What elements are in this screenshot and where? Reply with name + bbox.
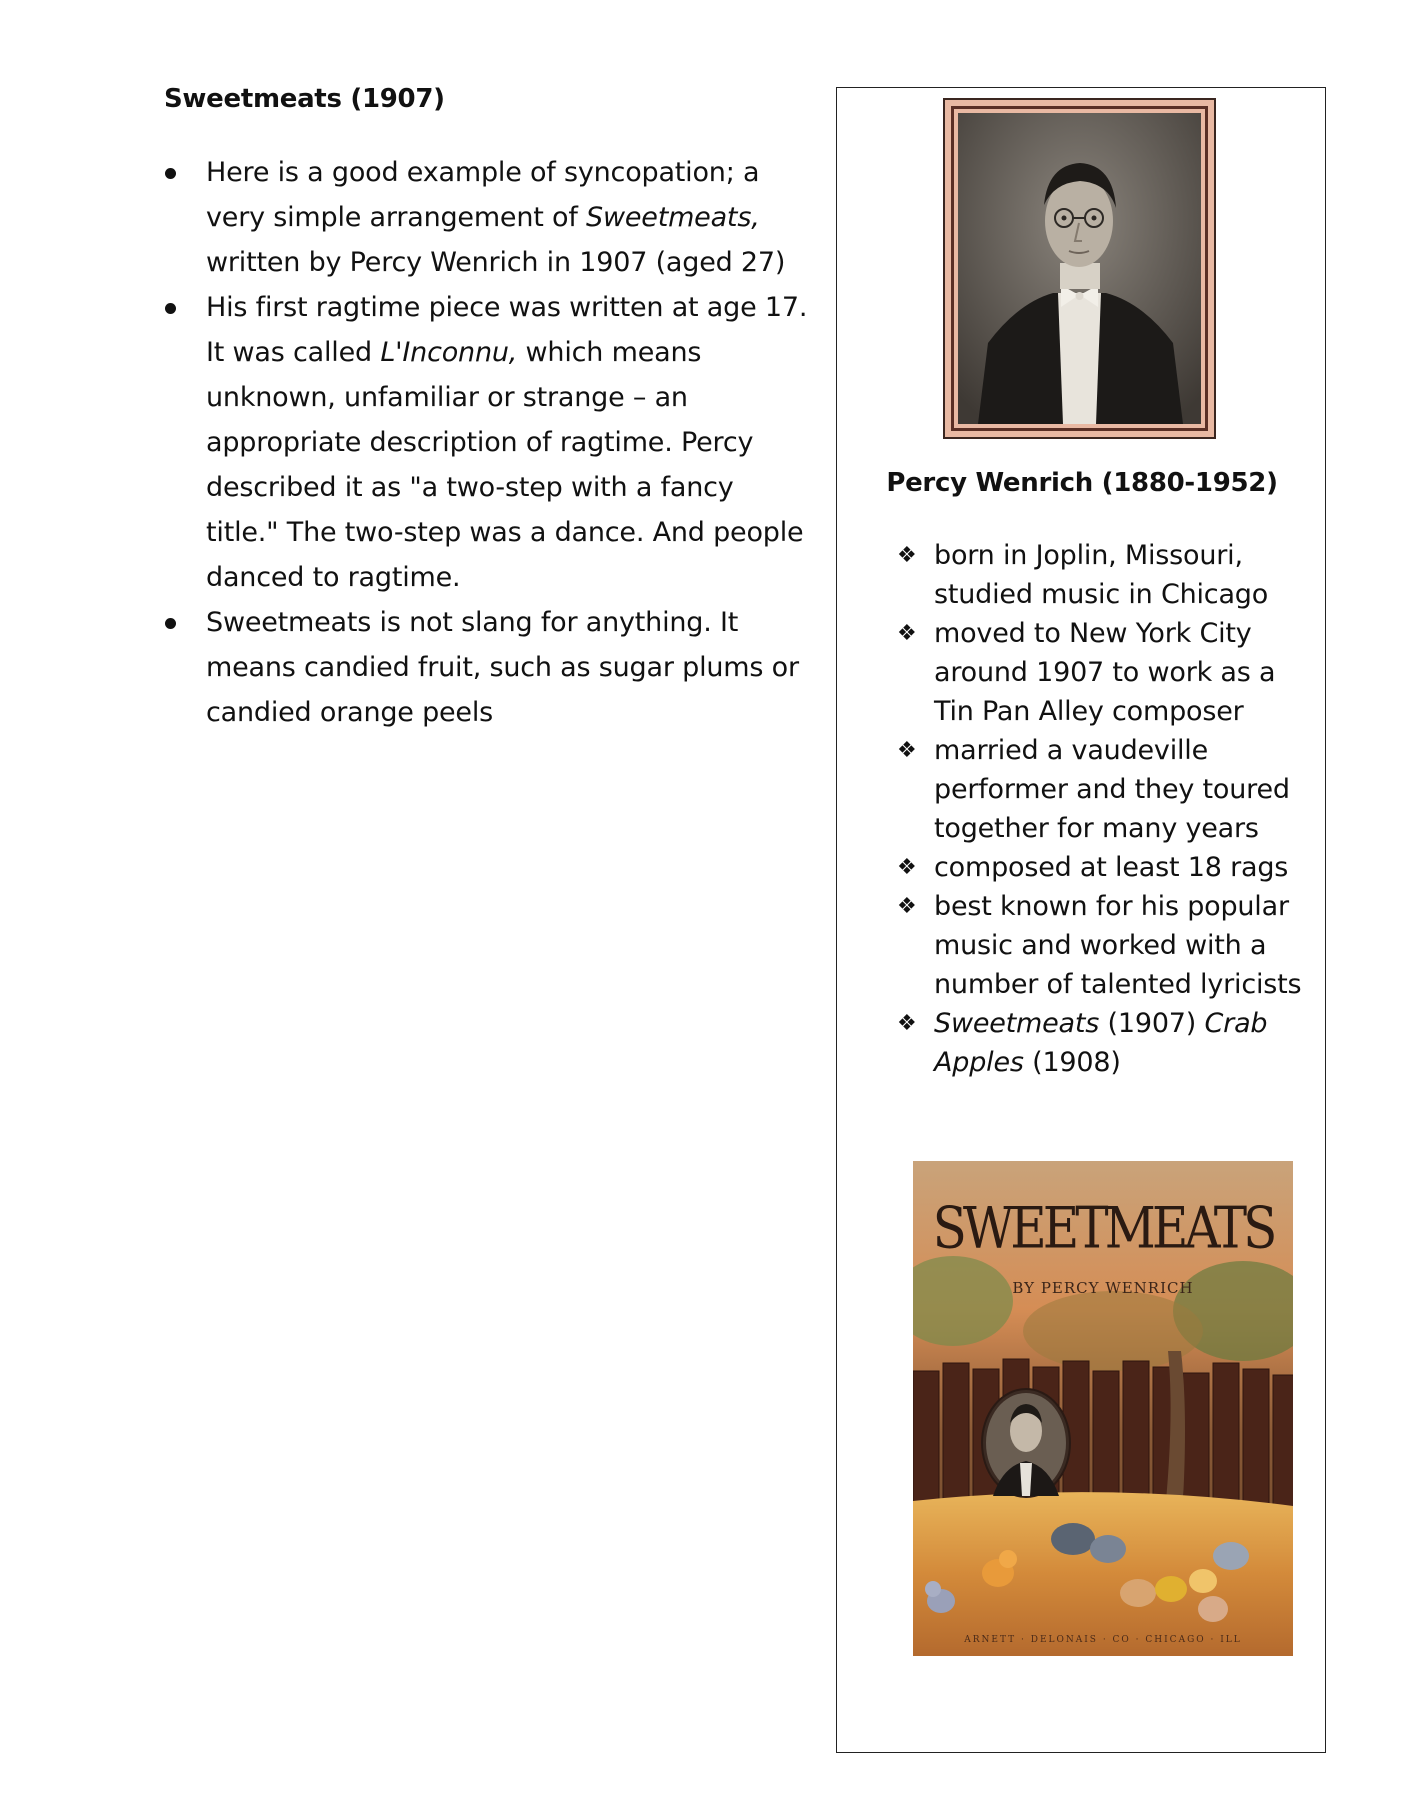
bullet-text: written by Percy Wenrich in 1907 (aged 27) — [206, 247, 786, 278]
diamond-bullet-icon: ❖ — [897, 738, 917, 763]
fact-text: married a vaudeville performer and they toured together for many years — [934, 735, 1290, 844]
composer-sidebar — [836, 87, 1326, 1753]
list-item — [897, 731, 1317, 848]
sheet-music-cover — [913, 1161, 1293, 1656]
intro-bullet-list — [164, 150, 814, 735]
list-item — [897, 614, 1317, 731]
diamond-bullet-icon: ❖ — [897, 1011, 917, 1036]
fact-text: born in Joplin, Missouri, studied music in Chicago — [934, 540, 1269, 610]
diamond-bullet-icon: ❖ — [897, 621, 917, 646]
list-item — [164, 600, 814, 735]
bullet-text: His first ragtime piece was written at age 17. It was called — [206, 292, 808, 368]
fact-text: moved to New York City around 1907 to work as a Tin Pan Alley composer — [934, 618, 1276, 727]
work-year: (1908) — [1023, 1047, 1121, 1078]
cover-byline: BY PERCY WENRICH — [1012, 1279, 1194, 1297]
diamond-bullet-icon: ❖ — [897, 855, 917, 880]
bullet-text: which means unknown, unfamiliar or strange – an appropriate description of ragtime. Percy described it as "a two-step with a fancy title." The two-step was a dance. And people danced to ragtime. — [206, 337, 804, 593]
fact-text: best known for his popular music and worked with a number of talented lyricists — [934, 891, 1302, 1000]
portrait-photo — [958, 113, 1201, 424]
list-item — [897, 536, 1317, 614]
bullet-text: Sweetmeats is not slang for anything. It means candied fruit, such as sugar plums or candied orange peels — [206, 607, 799, 728]
list-item — [897, 887, 1317, 1004]
cover-publisher: ARNETT · DELONAIS · CO · CHICAGO · ILL — [964, 1635, 1242, 1645]
diamond-bullet-icon: ❖ — [897, 894, 917, 919]
piece-title: Sweetmeats, — [586, 202, 760, 233]
piece-title: L'Inconnu, — [380, 337, 518, 368]
composer-facts-list — [897, 536, 1317, 1082]
list-item — [164, 150, 814, 285]
list-item — [164, 285, 814, 600]
list-item — [897, 1004, 1317, 1082]
work-title: Sweetmeats — [934, 1008, 1100, 1039]
work-title: Crab Apples — [934, 1008, 1268, 1078]
page-title: Sweetmeats (1907) — [164, 84, 445, 114]
bullet-text: Here is a good example of syncopation; a very simple arrangement of — [206, 157, 760, 233]
work-year: (1907) — [1099, 1008, 1205, 1039]
fact-text: composed at least 18 rags — [934, 852, 1289, 883]
composer-portrait — [943, 98, 1216, 439]
diamond-bullet-icon: ❖ — [897, 543, 917, 568]
portrait-image — [958, 113, 1201, 424]
cover-title: SWEETMEATS — [932, 1194, 1274, 1262]
composer-name: Percy Wenrich (1880-1952) — [886, 468, 1278, 498]
list-item — [897, 848, 1317, 887]
